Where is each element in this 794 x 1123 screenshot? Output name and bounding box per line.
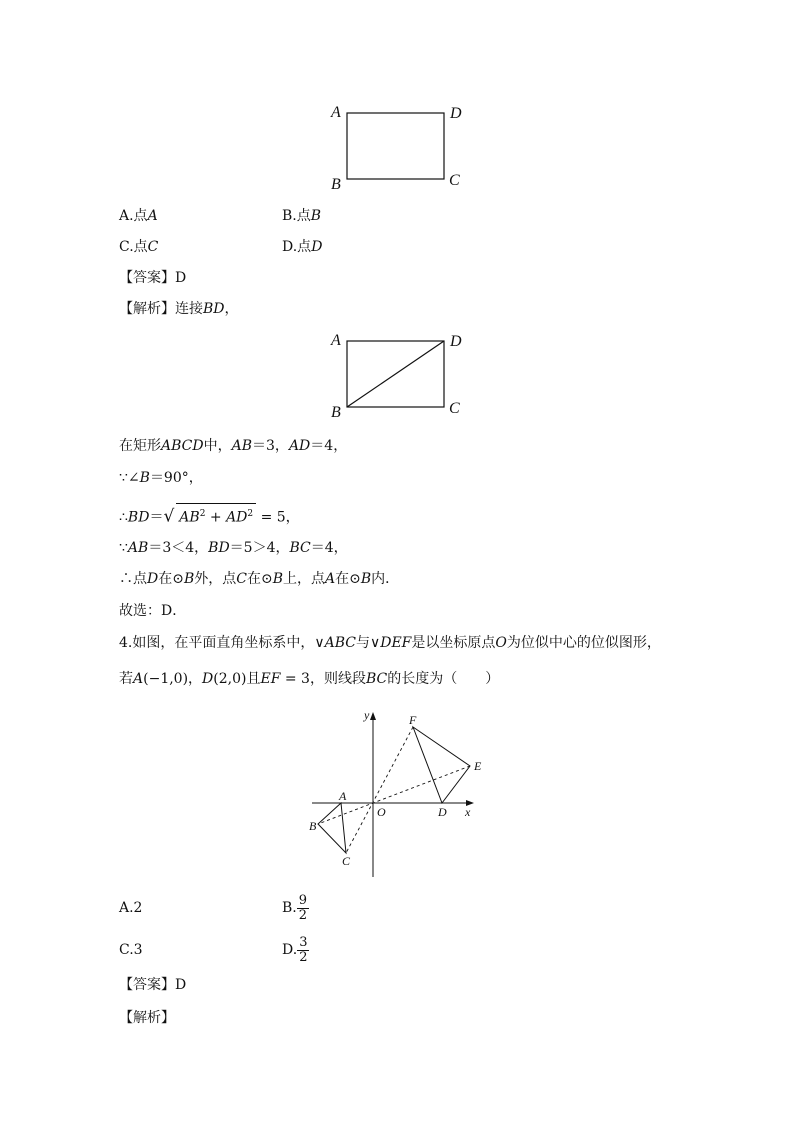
label-C: C: [449, 172, 460, 189]
option-a: A.点A: [119, 208, 158, 224]
figure-rectangle-diagonal: [320, 324, 480, 424]
label-D: D: [450, 105, 462, 122]
solution-line-1: 在矩形ABCD中，AB＝3，AD＝4，: [119, 438, 348, 454]
q3-answer: 【答案】D: [119, 270, 187, 286]
label-C: C: [342, 854, 351, 868]
q4-option-b: B. $\frac{9}{2}$: [282, 892, 308, 923]
q4-stem-line-1: 4.如图，在平面直角坐标系中，∨ABC与∨DEF是以坐标原点O为位似中心的位似图形，: [119, 635, 661, 651]
label-E: E: [474, 759, 482, 773]
q4-option-c: C.3: [119, 942, 143, 958]
figure-rectangle: [320, 96, 480, 196]
label-D: D: [438, 805, 447, 819]
label-x: x: [465, 805, 471, 819]
solution-line-5: ∴点D在⊙B外，点C在⊙B上，点A在⊙B内．: [119, 571, 400, 587]
option-d: D.点D: [282, 239, 323, 255]
solution-line-6: 故选：D．: [119, 603, 187, 619]
solution-line-4: ∵AB＝3＜4，BD＝5＞4，BC＝4，: [119, 540, 348, 556]
figure-homothety: [300, 705, 500, 883]
label-A: A: [331, 332, 341, 349]
label-F: F: [409, 713, 417, 727]
solution-line-3: ∴BD＝√ $AB^2 + AD^2 = 5$，: [119, 503, 300, 528]
option-b: B.点B: [282, 208, 322, 224]
option-c: C.点C: [119, 239, 159, 255]
label-B: B: [331, 404, 341, 421]
solution-line-2: ∵∠B＝90°，: [119, 470, 203, 486]
label-O: O: [377, 805, 386, 819]
label-A: A: [339, 789, 347, 803]
q4-answer: 【答案】D: [119, 977, 187, 993]
q3-analysis: 【解析】连接BD，: [119, 301, 239, 317]
label-B: B: [331, 176, 341, 193]
label-D: D: [450, 333, 462, 350]
q4-option-a: A.2: [119, 900, 143, 916]
q4-option-d: D. $\frac{3}{2}$: [282, 934, 308, 965]
q4-analysis: 【解析】: [119, 1010, 175, 1026]
label-y: y: [364, 708, 370, 722]
q4-stem-line-2: 若A(−1,0)，D(2,0)且EF = 3，则线段BC的长度为（ ）: [119, 671, 500, 687]
label-A: A: [331, 104, 341, 121]
label-C: C: [449, 400, 460, 417]
label-B: B: [309, 819, 317, 833]
